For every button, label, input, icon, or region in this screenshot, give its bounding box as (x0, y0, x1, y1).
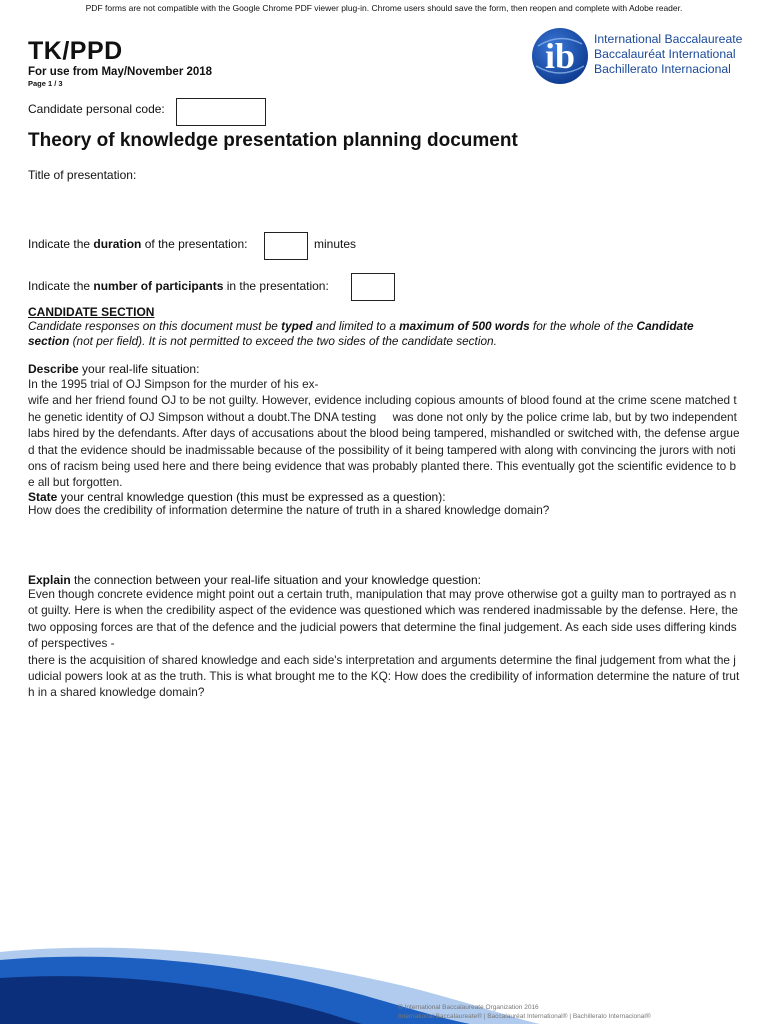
footer-wave-decoration (0, 930, 768, 1024)
personal-code-field[interactable] (176, 98, 266, 126)
describe-answer-field[interactable]: In the 1995 trial of OJ Simpson for the murder of his ex- wife and her friend found OJ to be not guilty. However, evidence including copious amounts of blood found at the crime scene matched the genetic identity of OJ Simpson without a doubt.The DNA testing was done not only by the police crime lab, but by two independent labs hired by the defendants. After days of accusations about the blood being tampered, mishandled or switched with, the defense argued that the evidence should be inadmissable because of the possibility of it being tampered with along with convincing the jurors with notions of racism being used here and there being evidence that was probably planted there. This eventually got the scientific evidence to be all but forgotten. (28, 377, 740, 490)
copyright-line: © International Baccalaureate Organization 2016 (398, 1004, 539, 1011)
pdf-compatibility-notice: PDF forms are not compatible with the Google Chrome PDF viewer plug-in. Chrome users should save the form, then reopen and complete with Adobe reader. (85, 3, 683, 13)
ib-logo (530, 26, 760, 86)
duration-label: Indicate the duration of the presentation: (28, 237, 248, 251)
page-number: Page 1 / 3 (28, 79, 63, 88)
word-limit-note: Candidate responses on this document must be typed and limited to a maximum of 500 words for the whole of the Candidate section (not per field). It is not permitted to exceed the two sides of the candidate section. (28, 319, 694, 348)
duration-unit: minutes (314, 237, 357, 251)
state-prompt: State your central knowledge question (this must be expressed as a question): (28, 490, 446, 504)
participants-field[interactable] (351, 273, 395, 301)
ib-globe-icon (530, 26, 590, 86)
describe-prompt: Describe your real-life situation: (28, 362, 200, 376)
ib-logo-text (594, 32, 742, 77)
logo-line-spanish: Bachillerato Internacional (594, 62, 731, 76)
presentation-title-label: Title of presentation: (28, 168, 137, 182)
presentation-title-field[interactable] (28, 184, 740, 224)
for-use-date: For use from May/November 2018 (28, 66, 213, 78)
duration-field[interactable] (264, 232, 308, 260)
personal-code-label: Candidate personal code: (28, 102, 165, 116)
explain-answer-field[interactable]: Even though concrete evidence might point out a certain truth, manipulation that may prove otherwise got a guilty man to portrayed as not guilty. Here is when the credibility aspect of the evidence was questioned which was rendered inadmissable by the defense. Here, the two opposing forces are that of the defence and the judicial powers that determine the final judgement. As each side uses differing kinds of perspectives - there is the acquisition of shared knowledge and each side's interpretation and arguments determine the final judgement from what the judicial powers look at as the truth. This is what brought me to the KQ: How does the credibility of information determine the nature of truth in a shared knowledge domain? (28, 587, 740, 700)
copyright-footer (398, 1004, 651, 1021)
candidate-section-heading: CANDIDATE SECTION (28, 305, 155, 319)
svg-text:ib: ib (544, 36, 576, 76)
knowledge-question-field[interactable]: How does the credibility of information determine the nature of truth in a shared knowledge domain? (28, 503, 550, 517)
document-title: Theory of knowledge presentation planning document (28, 130, 518, 151)
logo-line-french: Baccalauréat International (594, 47, 736, 61)
explain-prompt: Explain the connection between your real-life situation and your knowledge question: (28, 573, 481, 587)
form-code: TK/PPD (28, 37, 123, 65)
logo-line-english: International Baccalaureate (594, 32, 743, 46)
trademark-line: International Baccalaureate® | Baccalauréat International® | Bachillerato Internacional® (398, 1012, 651, 1020)
participants-label: Indicate the number of participants in the presentation: (28, 279, 329, 293)
